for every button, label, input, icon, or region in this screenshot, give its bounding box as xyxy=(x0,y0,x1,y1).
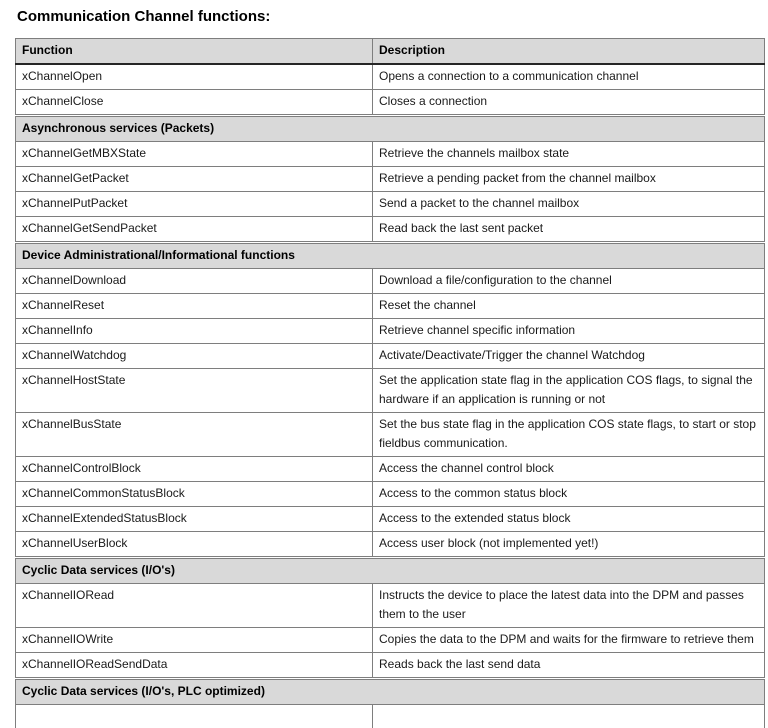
table-row xyxy=(16,319,765,344)
table-row xyxy=(16,457,765,482)
table-row xyxy=(16,413,765,457)
description-cell: Download a file/configuration to the channel xyxy=(373,269,765,294)
section-header-row xyxy=(16,679,765,705)
description-cell: Access the channel control block xyxy=(373,457,765,482)
section-header-row xyxy=(16,116,765,142)
function-cell: xChannelIOReadSendData xyxy=(16,653,373,679)
table-row xyxy=(16,142,765,167)
description-cell xyxy=(373,705,765,728)
function-cell: xChannelDownload xyxy=(16,269,373,294)
table-row xyxy=(16,90,765,116)
page-title: Communication Channel functions: xyxy=(17,8,271,25)
description-cell: Read back the last sent packet xyxy=(373,217,765,243)
description-cell: Retrieve a pending packet from the channel mailbox xyxy=(373,167,765,192)
function-cell: xChannelWatchdog xyxy=(16,344,373,369)
table-row xyxy=(16,507,765,532)
column-header-description: Description xyxy=(373,39,765,65)
description-cell: Instructs the device to place the latest data into the DPM and passes them to the user xyxy=(373,584,765,628)
function-cell: xChannelIORead xyxy=(16,584,373,628)
description-cell: Copies the data to the DPM and waits for the firmware to retrieve them xyxy=(373,628,765,653)
function-cell: xChannelInfo xyxy=(16,319,373,344)
section-header-cell: Cyclic Data services (I/O's) xyxy=(16,558,765,584)
function-cell: xChannelOpen xyxy=(16,64,373,90)
function-cell: xChannelExtendedStatusBlock xyxy=(16,507,373,532)
table-row xyxy=(16,344,765,369)
partial-row xyxy=(16,705,765,728)
function-cell: xChannelReset xyxy=(16,294,373,319)
function-cell: xChannelBusState xyxy=(16,413,373,457)
table-row xyxy=(16,64,765,90)
table-row xyxy=(16,217,765,243)
description-cell: Access to the common status block xyxy=(373,482,765,507)
function-cell xyxy=(16,705,373,728)
section-header-row xyxy=(16,243,765,269)
table-row xyxy=(16,369,765,413)
table-body xyxy=(16,64,765,728)
description-cell: Access user block (not implemented yet!) xyxy=(373,532,765,558)
table-row xyxy=(16,294,765,319)
function-cell: xChannelControlBlock xyxy=(16,457,373,482)
function-cell: xChannelHostState xyxy=(16,369,373,413)
table-row xyxy=(16,584,765,628)
table-row xyxy=(16,192,765,217)
description-cell: Reads back the last send data xyxy=(373,653,765,679)
function-cell: xChannelCommonStatusBlock xyxy=(16,482,373,507)
table-row xyxy=(16,167,765,192)
table-row xyxy=(16,653,765,679)
description-cell: Access to the extended status block xyxy=(373,507,765,532)
description-cell: Set the bus state flag in the application COS state flags, to start or stop fieldbus communication. xyxy=(373,413,765,457)
function-cell: xChannelGetMBXState xyxy=(16,142,373,167)
description-cell: Set the application state flag in the application COS flags, to signal the hardware if an application is running or not xyxy=(373,369,765,413)
section-header-cell: Asynchronous services (Packets) xyxy=(16,116,765,142)
function-cell: xChannelPutPacket xyxy=(16,192,373,217)
description-cell: Retrieve the channels mailbox state xyxy=(373,142,765,167)
table-row xyxy=(16,269,765,294)
description-cell: Send a packet to the channel mailbox xyxy=(373,192,765,217)
function-table xyxy=(15,38,765,728)
function-cell: xChannelGetSendPacket xyxy=(16,217,373,243)
description-cell: Activate/Deactivate/Trigger the channel Watchdog xyxy=(373,344,765,369)
description-cell: Reset the channel xyxy=(373,294,765,319)
section-header-cell: Device Administrational/Informational functions xyxy=(16,243,765,269)
table-row xyxy=(16,532,765,558)
section-header-cell: Cyclic Data services (I/O's, PLC optimized) xyxy=(16,679,765,705)
function-cell: xChannelIOWrite xyxy=(16,628,373,653)
function-cell: xChannelGetPacket xyxy=(16,167,373,192)
function-cell: xChannelClose xyxy=(16,90,373,116)
description-cell: Retrieve channel specific information xyxy=(373,319,765,344)
function-cell: xChannelUserBlock xyxy=(16,532,373,558)
section-header-row xyxy=(16,558,765,584)
description-cell: Closes a connection xyxy=(373,90,765,116)
description-cell: Opens a connection to a communication channel xyxy=(373,64,765,90)
table-header-row xyxy=(16,39,765,65)
column-header-function: Function xyxy=(16,39,373,65)
table-row xyxy=(16,482,765,507)
table-header xyxy=(16,39,765,65)
table-row xyxy=(16,628,765,653)
